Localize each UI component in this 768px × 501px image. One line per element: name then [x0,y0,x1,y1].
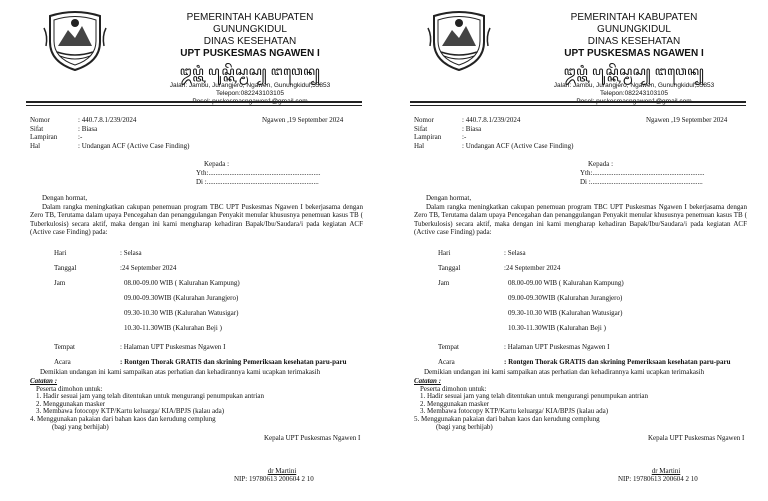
notes-title: Catatan : [30,377,58,385]
nomor-value: : 440.7.8.1/239/2024 [462,116,521,124]
time-slot: 09.00-09.30WIB (Kalurahan Jurangjero) [508,294,623,302]
notes [414,378,648,431]
header-address: Jalan: Jambu, Jurangjero, Ngawen, Gunungkidul,55853 [169,82,331,89]
header-line1: PEMERINTAH KABUPATEN GUNUNGKIDUL [570,12,698,35]
notes-sub: (bagi yang berhijab) [52,422,109,431]
lampiran-label: Lampiran [30,133,58,141]
hari-value: : Selasa [504,249,526,257]
header-phone: Telepon:082243103105 [600,90,668,97]
time-slot: 09.30-10.30 WIB (Kalurahan Watusigar) [124,309,239,317]
tanggal-value: :24 September 2024 [504,264,561,272]
schedule [438,249,764,373]
body-paragraph: Dalam rangka meningkatkan cakupan penemuan program TBC UPT Puskesmas Ngawen I bekerjasama dengan Zero TB, Terutama dalam upaya Pencegahan dan penanggulangan Penyakit menular khususnya penemuan kasus TB ( Tuberkulosis) secara aktif, maka dengan ini kami mengharap kehadiran Bapak/Ibu/Saudara/i pada kegiatan ACF (Active case Finding) pada: [414,202,747,237]
header-line2: DINAS KESEHATAN [587,36,681,47]
signatory-nip: NIP: 19780613 200604 2 10 [618,475,698,483]
header-email: Posel: puskesmasngawen1@gmail.com [576,98,692,105]
tempat-value: : Halaman UPT Puskesmas Ngawen I [120,343,226,351]
signature-block [618,467,698,483]
time-slot: 10.30-11.30WIB (Kalurahan Beji ) [508,324,606,332]
jam-label: Jam [54,279,66,287]
header-line3: UPT PUSKESMAS NGAWEN I [180,48,320,59]
body-paragraph: Dalam rangka meningkatkan cakupan penemuan program TBC UPT Puskesmas Ngawen I bekerjasama dengan Zero TB, Terutama dalam upaya Pencegahan dan penanggulangan Penyakit menular khususnya penemuan kasus TB ( Tuberkulosis) secara aktif, maka dengan ini kami mengharap kehadiran Bapak/Ibu/Saudara/i pada kegiatan ACF (Active case Finding) pada: [30,202,363,237]
letter-body [414,194,747,237]
header-javanese-script: ꦈꦥ꧀ꦠꦶ ꦥꦸꦱ꧀ꦏꦼꦱ꧀ꦩꦱ꧀ ꦔꦮꦺꦤ꧀ [563,64,705,78]
signature-title: Kepala UPT Puskesmas Ngawen I [648,434,745,442]
notes [30,378,264,431]
tanggal-label: Tanggal [438,264,461,272]
sifat-label: Sifat [30,124,44,133]
signature-block [234,467,314,483]
notes-item: 4. Menggunakan pakaian dari bahan kaos dan kerudung cemplung [30,414,216,423]
time-slots [120,279,380,339]
notes-item: 1. Hadir sesuai jam yang telah ditentukan untuk mengurangi penumpukan antrian [420,392,649,401]
tanggal-value: :24 September 2024 [120,264,177,272]
header-divider-thin [410,105,746,106]
letter-right [384,0,768,501]
notes-item: 2. Menggunakan masker [36,399,106,408]
notes-title: Catatan : [414,377,442,385]
notes-intro: Peserta dimohon untuk: [420,384,487,393]
di-line: Di :................................................................ [196,178,319,186]
closing-sentence: Demikian undangan ini kami sampaikan atas perhatian dan kehadirannya kami ucapkan terimakasih [424,368,705,376]
lampiran-value: :- [462,133,467,141]
tanggal-label: Tanggal [54,264,77,272]
notes-item: 1. Hadir sesuai jam yang telah ditentukan untuk mengurangi penumpukan antrian [36,392,265,401]
hari-value: : Selasa [120,249,142,257]
time-slot: 08.00-09.00 WIB ( Kalurahan Kampung) [508,279,624,287]
header-address: Jalan: Jambu, Jurangjero, Ngawen, Gunungkidul,55853 [553,82,715,89]
hal-label: Hal [30,141,41,150]
kepada-label: Kepada : [588,160,614,168]
header-email: Posel: puskesmasngawen1@gmail.com [192,98,308,105]
letterhead [534,12,734,106]
closing-sentence: Demikian undangan ini kami sampaikan atas perhatian dan kehadirannya kami ucapkan terimakasih [40,368,321,376]
tempat-label: Tempat [54,343,75,351]
header-javanese-script: ꦈꦥ꧀ꦠꦶ ꦥꦸꦱ꧀ꦏꦼꦱ꧀ꦩꦱ꧀ ꦔꦮꦺꦤ꧀ [179,64,321,78]
time-slots [504,279,764,339]
hal-value: : Undangan ACF (Active Case Finding) [462,141,574,150]
gunungkidul-emblem-logo [42,6,108,72]
acara-value: : Rontgen Thorak GRATIS dan skrining Pemeriksaan kesehatan paru-paru [504,358,731,366]
notes-intro: Peserta dimohon untuk: [36,384,103,393]
header-line3: UPT PUSKESMAS NGAWEN I [564,48,704,59]
signatory-name: dr Martini [267,467,297,475]
notes-sub: (bagi yang berhijab) [436,422,493,431]
header-divider-thick [410,101,746,103]
time-slot: 08.00-09.00 WIB ( Kalurahan Kampung) [124,279,240,287]
sifat-value: : Biasa [78,124,98,133]
signatory-nip: NIP: 19780613 200604 2 10 [234,475,314,483]
letterhead [150,12,350,106]
header-line2: DINAS KESEHATAN [203,36,297,47]
recipient-block [196,160,320,187]
lampiran-label: Lampiran [414,133,442,141]
schedule [54,249,380,373]
letter-date: Ngawen ,19 September 2024 [646,116,728,124]
letter-meta [414,116,573,150]
recipient-block [580,160,704,187]
header-line1: PEMERINTAH KABUPATEN GUNUNGKIDUL [186,12,314,35]
notes-item: 5. Menggunakan pakaian dari bahan kaos dan kerudung cemplung [414,414,600,423]
yth-line: Yth:................................................................ [580,169,705,177]
jam-label: Jam [438,279,450,287]
letter-body [30,194,363,237]
nomor-label: Nomor [30,116,50,124]
letter-date: Ngawen ,19 September 2024 [262,116,344,124]
letter-meta [30,116,189,150]
acara-label: Acara [438,358,455,366]
signature-title: Kepala UPT Puskesmas Ngawen I [264,434,361,442]
nomor-value: : 440.7.8.1/239/2024 [78,116,137,124]
greeting: Dengan hormat, [42,194,88,202]
sifat-value: : Biasa [462,124,482,133]
di-line: Di :................................................................ [580,178,703,186]
kepada-label: Kepada : [204,160,230,168]
notes-item: 3. Membawa fotocopy KTP/Kartu keluarga/ KIA/BPJS (kalau ada) [36,407,225,416]
acara-label: Acara [54,358,71,366]
header-phone: Telepon:082243103105 [216,90,284,97]
tempat-value: : Halaman UPT Puskesmas Ngawen I [504,343,610,351]
hari-label: Hari [54,249,67,257]
sifat-label: Sifat [414,124,428,133]
greeting: Dengan hormat, [426,194,472,202]
hari-label: Hari [438,249,451,257]
nomor-label: Nomor [414,116,434,124]
yth-line: Yth:................................................................ [196,169,321,177]
tempat-label: Tempat [438,343,459,351]
time-slot: 10.30-11.30WIB (Kalurahan Beji ) [124,324,222,332]
hal-value: : Undangan ACF (Active Case Finding) [78,141,190,150]
notes-item: 2. Menggunakan masker [420,399,490,408]
signatory-name: dr Martini [651,467,681,475]
hal-label: Hal [414,141,425,150]
acara-value: : Rontgen Thorak GRATIS dan skrining Pemeriksaan kesehatan paru-paru [120,358,347,366]
header-divider-thick [26,101,362,103]
lampiran-value: :- [78,133,83,141]
gunungkidul-emblem-logo [426,6,492,72]
time-slot: 09.00-09.30WIB (Kalurahan Jurangjero) [124,294,239,302]
notes-item: 3. Membawa fotocopy KTP/Kartu keluarga/ KIA/BPJS (kalau ada) [420,407,609,416]
time-slot: 09.30-10.30 WIB (Kalurahan Watusigar) [508,309,623,317]
header-divider-thin [26,105,362,106]
